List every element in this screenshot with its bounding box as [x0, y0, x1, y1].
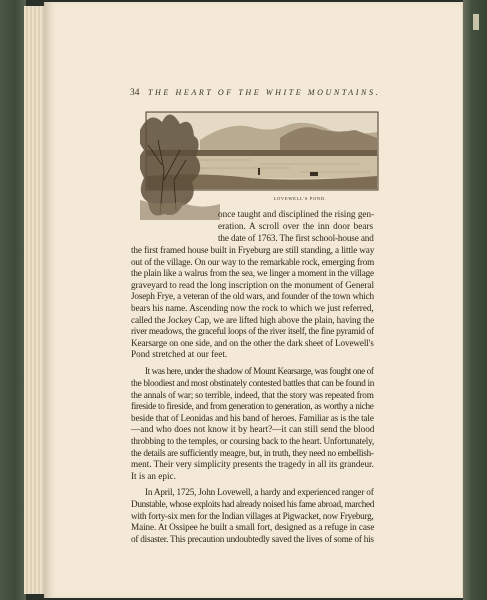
- text-line: called the Jockey Cap, we are lifted high above the plain, having the: [131, 315, 375, 325]
- text-line: Joseph Frye, a veteran of the old wars, and founder of the town which: [131, 291, 374, 301]
- text-line: with forty-six men for the Indian villages at Pigwacket, now Fryeburg,: [131, 511, 374, 521]
- text-line: fireside to fireside, and from generation to generation, as worthy a niche: [131, 401, 374, 411]
- text-line: beside that of Leonidas and his band of heroes. Familiar as is the tale: [131, 413, 374, 423]
- book-cover-right: [463, 0, 487, 600]
- illustration-caption: LOVEWELL'S POND.: [273, 196, 327, 201]
- page-stack: [24, 6, 46, 594]
- text-line: graveyard to read the long inscription on the monument of General: [131, 280, 374, 290]
- page-number: 34: [130, 88, 140, 98]
- text-line: —and who does not know it by heart?—it can still send the blood: [131, 424, 375, 434]
- text-line: eration. A scroll over the inn door bears: [218, 221, 374, 231]
- text-line: Pond stretched at our feet.: [131, 349, 228, 359]
- text-line: Maine. At Ossipee he built a small fort, designed as a refuge in case: [131, 522, 375, 532]
- running-title: THE HEART OF THE WHITE MOUNTAINS.: [148, 88, 381, 97]
- text-line: throbbing to the temples, or coursing back to the heart. Unfortunately,: [131, 436, 375, 446]
- text-line: Dunstable, whose exploits had already noised his fame abroad, marched: [131, 499, 375, 509]
- engraving-lovewells-pond: [140, 110, 380, 220]
- text-line: the bloodiest and most obstinately contested battles that can be found in: [131, 378, 375, 388]
- text-line: out of the village. On our way to the remarkable rock, emerging from: [131, 257, 375, 267]
- text-line: the annals of war; so terrible, indeed, that the story was repeated from: [131, 390, 374, 400]
- text-line: In April, 1725, John Lovewell, a hardy and experienced ranger of: [145, 487, 374, 497]
- text-line: Kearsarge on one side, and on the other the dark sheet of Lovewell's: [131, 338, 374, 348]
- scale-marker: [473, 14, 479, 30]
- text-line: ment. Their very simplicity presents the tragedy in all its grandeur.: [131, 459, 374, 469]
- text-line: river meadows, the graceful loops of the river itself, the fine pyramid of: [131, 326, 374, 336]
- book-cover-left: [0, 0, 26, 600]
- text-line: the date of 1763. The first school-house and: [218, 233, 374, 243]
- text-line: It is an epic.: [131, 471, 176, 481]
- text-line: the details are sufficiently meagre, but, in truth, they need no embellish-: [131, 448, 374, 458]
- text-line: bears his name. Ascending now the rock to which we just referred,: [131, 303, 374, 313]
- text-line: once taught and disciplined the rising gen-: [218, 209, 375, 219]
- page-header: [130, 88, 381, 102]
- text-line: the first framed house built in Fryeburg are still standing, a little way: [131, 245, 375, 255]
- text-line: of disaster. This precaution undoubtedly saved the lives of some of his: [131, 534, 374, 544]
- text-line: It was here, under the shadow of Mount Kearsarge, was fought one of: [145, 366, 374, 376]
- text-line: the plain like a walrus from the sea, we linger a moment in the village: [131, 268, 374, 278]
